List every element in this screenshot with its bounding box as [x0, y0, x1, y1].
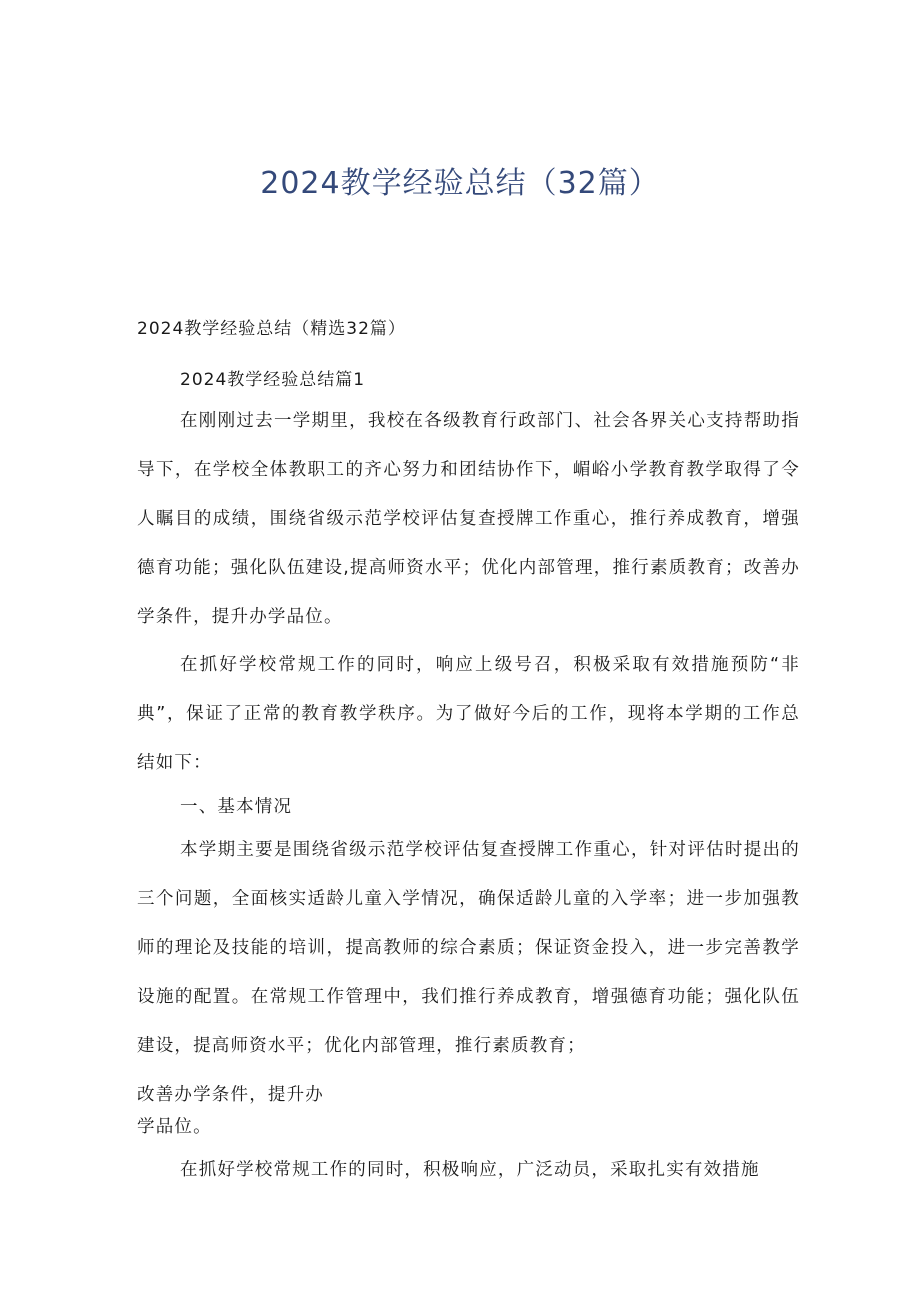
- paragraph-sars-prevention: 在抓好学校常规工作的同时，响应上级号召，积极采取有效措施预防“非典”，保证了正常的教育教学秩序。为了做好今后的工作，现将本学期的工作总结如下：: [137, 655, 800, 773]
- document-title: 2024教学经验总结（32篇）: [260, 166, 660, 201]
- document-subtitle: 2024教学经验总结（精选32篇）: [137, 319, 406, 339]
- subheading-basic-situation: 一、基本情况: [180, 797, 293, 817]
- paragraph-basic-situation: 本学期主要是围绕省级示范学校评估复查授牌工作重心，针对评估时提出的三个问题，全面核实适龄儿童入学情况，确保适龄儿童的入学率；进一步加强教师的理论及技能的培训，提高教师的综合素质；保证资金投入，进一步完善教学设施的配置。在常规工作管理中，我们推行养成教育，增强德育功能；强化队伍建设，提高师资水平；优化内部管理，推行素质教育；: [137, 840, 800, 1056]
- paragraph-continuation-line: 改善办学条件，提升办: [137, 1085, 324, 1105]
- paragraph-intro: 在刚刚过去一学期里，我校在各级教育行政部门、社会各界关心支持帮助指导下，在学校全体教职工的齐心努力和团结协作下，嵋峪小学教育教学取得了令人瞩目的成绩，围绕省级示范学校评估复查授牌工作重心，推行养成教育，增强德育功能；强化队伍建设,提高师资水平；优化内部管理，推行素质教育；改善办学条件，提升办学品位。: [137, 411, 800, 627]
- paragraph-routine-work: 在抓好学校常规工作的同时，积极响应，广泛动员，采取扎实有效措施: [180, 1160, 760, 1180]
- paragraph-continuation-line: 学品位。: [137, 1117, 212, 1137]
- section-heading: 2024教学经验总结篇1: [180, 370, 366, 390]
